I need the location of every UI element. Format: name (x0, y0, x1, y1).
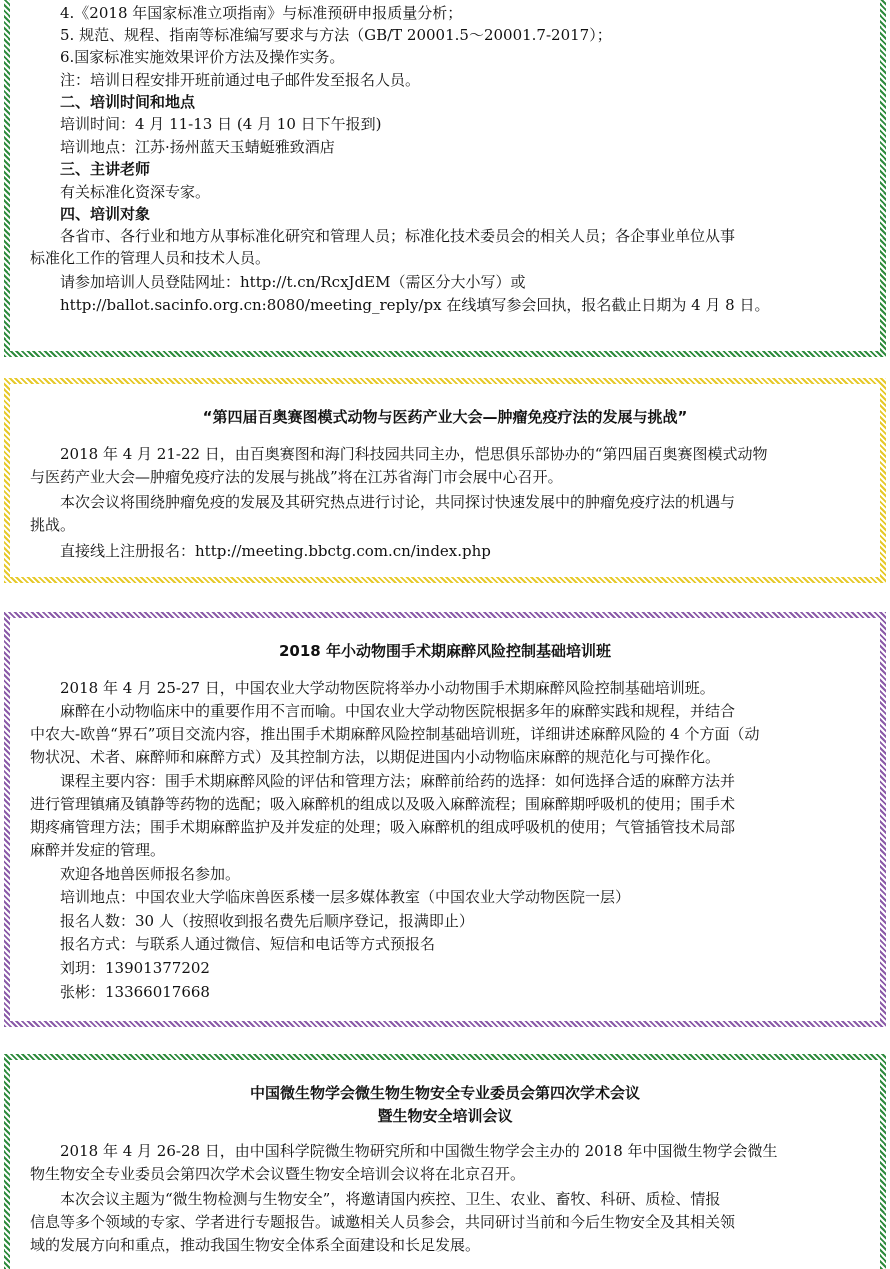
lecturer-text: 有关标准化资深专家。 (60, 183, 211, 201)
text-line: 进行管理镇痛及镇静等药物的选配；吸入麻醉机的组成以及吸入麻醉流程；围麻醉期呼吸机的使用；围手术 (30, 795, 736, 813)
notice-title: “第四届百奥赛图模式动物与医药产业大会—肿瘤免疫疗法的发展与挑战” (202, 408, 688, 426)
notice-subtitle: 暨生物安全培训会议 (377, 1107, 513, 1125)
notice-title: 中国微生物学会微生物生物安全专业委员会第四次学术会议 (249, 1084, 640, 1102)
text-line: 课程主要内容：围手术期麻醉风险的评估和管理方法；麻醉前给药的选择：如何选择合适的麻醉方法并 (60, 772, 736, 790)
conference-notice-box (4, 378, 886, 583)
training-notice-box (4, 0, 886, 357)
training-time: 培训时间：4 月 11-13 日 (4 月 10 日下午报到) (60, 115, 382, 133)
training-location: 培训地点：江苏·扬州蓝天玉蜻蜓雅致酒店 (60, 138, 335, 156)
note-line: 注：培训日程安排开班前通过电子邮件发至报名人员。 (60, 71, 421, 89)
section-heading-lecturer: 三、主讲老师 (60, 160, 151, 178)
text-line: 中农大-欧兽“界石”项目交流内容，推出围手术期麻醉风险控制基础培训班，详细讲述麻醉风险的 4 个方面（动 (30, 725, 760, 743)
text-line: 2018 年 4 月 26-28 日，由中国科学院微生物研究所和中国微生物学会主办的 2018 年中国微生物学会微生 (60, 1142, 778, 1160)
contact-line: 张彬：13366017668 (60, 983, 210, 1001)
text-line: 欢迎各地兽医师报名参加。 (60, 865, 241, 883)
text-line: 5. 规范、规程、指南等标准编写要求与方法（GB/T 20001.5～20001.7-2017）； (60, 26, 612, 44)
contact-line: 刘玥：13901377202 (60, 959, 210, 977)
biosafety-conference-box (4, 1054, 886, 1269)
text-line: 2018 年 4 月 21-22 日，由百奥赛图和海门科技园共同主办，恺思俱乐部协办的“第四届百奥赛图模式动物 (60, 445, 768, 463)
text-line: 物生物安全专业委员会第四次学术会议暨生物安全培训会议将在北京召开。 (30, 1165, 526, 1183)
text-line: 麻醉在小动物临床中的重要作用不言而喻。中国农业大学动物医院根据多年的麻醉实践和规程，并结合 (60, 702, 736, 720)
registration-url-line: http://ballot.sacinfo.org.cn:8080/meeting_reply/px 在线填写参会回执，报名截止日期为 4 月 8 日。 (60, 296, 770, 314)
text-line: 信息等多个领域的专家、学者进行专题报告。诚邀相关人员参会，共同研讨当前和今后生物安全及其相关领 (30, 1213, 736, 1231)
text-line: 2018 年 4 月 25-27 日，中国农业大学动物医院将举办小动物围手术期麻醉风险控制基础培训班。 (60, 679, 715, 697)
audience-text: 各省市、各行业和地方从事标准化研究和管理人员；标准化技术委员会的相关人员；各企事业单位从事 (60, 227, 736, 245)
registration-url-line: 请参加培训人员登陆网址：http://t.cn/RcxJdEM（需区分大小写）或 (60, 273, 526, 291)
audience-text: 标准化工作的管理人员和技术人员。 (30, 249, 271, 267)
text-line: 挑战。 (30, 516, 76, 534)
section-heading-audience: 四、培训对象 (60, 205, 151, 223)
enrollment-count: 报名人数：30 人（按照收到报名费先后顺序登记，报满即止） (60, 912, 474, 930)
notice-title: 2018 年小动物围手术期麻醉风险控制基础培训班 (279, 642, 611, 660)
text-line: 域的发展方向和重点，推动我国生物安全体系全面建设和长足发展。 (30, 1236, 481, 1254)
registration-method: 报名方式：与联系人通过微信、短信和电话等方式预报名 (60, 935, 436, 953)
text-line: 本次会议将围绕肿瘤免疫的发展及其研究热点进行讨论，共同探讨快速发展中的肿瘤免疫疗法的机遇与 (60, 493, 736, 511)
anesthesia-training-box (4, 612, 886, 1027)
section-heading-time-place: 二、培训时间和地点 (60, 93, 196, 111)
text-line: 期疼痛管理方法；围手术期麻醉监护及并发症的处理；吸入麻醉机的组成呼吸机的使用；气管插管技术局部 (30, 818, 736, 836)
text-line: 麻醉并发症的管理。 (30, 841, 166, 859)
text-line: 6.国家标准实施效果评价方法及操作实务。 (60, 48, 345, 66)
registration-url-line: 直接线上注册报名：http://meeting.bbctg.com.cn/index.php (60, 542, 491, 560)
text-line: 物状况、术者、麻醉师和麻醉方式）及其控制方法，以期促进国内小动物临床麻醉的规范化与可操作化。 (30, 748, 721, 766)
text-line: 与医药产业大会—肿瘤免疫疗法的发展与挑战”将在江苏省海门市会展中心召开。 (30, 468, 563, 486)
text-line: 本次会议主题为“微生物检测与生物安全”，将邀请国内疾控、卫生、农业、畜牧、科研、质检、情报 (60, 1190, 721, 1208)
text-line: 4.《2018 年国家标准立项指南》与标准预研申报质量分析； (60, 4, 463, 22)
training-location: 培训地点：中国农业大学临床兽医系楼一层多媒体教室（中国农业大学动物医院一层） (60, 888, 631, 906)
